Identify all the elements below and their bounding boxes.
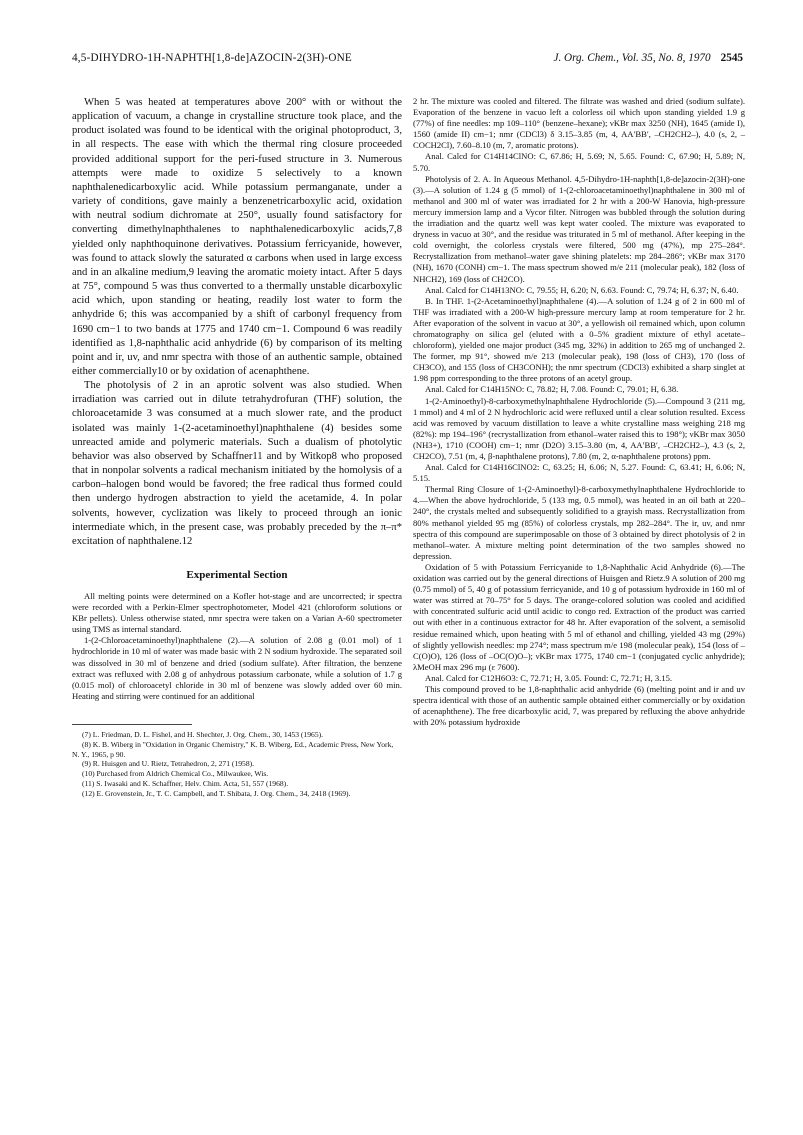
analysis-paragraph: Anal. Calcd for C14H13NO: C, 79.55; H, 6.20; N, 6.63. Found: C, 79.74; H, 6.37; N, 6.40. xyxy=(425,284,739,295)
experimental-paragraph: Oxidation of 5 with Potassium Ferricyanide to 1,8-Naphthalic Acid Anhydride (6).—The oxidation was carried out by the general directions of Huisgen and Rietz.9 A solution of 200 mg (0.75 mmol) of 5, 40 g of potassium ferricyanide, and 10 g of potassium hydroxide in 160 ml of water was stirred at 70–75° for 5 days. The orange-colored solution was cooled and acidified with concentrated sulfuric acid until acidic to congo red. Extraction of the product was carried out with ether in a continuous extractor for 48 hr. After evaporation of the solvent, a semisolid residue remained which, upon heating with 5 ml of ethanol and chilling, yielded 43 mg (29%) of slightly yellowish needles: mp 274°; mass spectrum m/e 198 (molecular peak), 154 (loss of –C(O)O), 126 (loss of –OC(O)O–); νKBr max 1775, 1740 cm−1 (conjugated cyclic anhydride); λMeOH max 296 mμ (ε 7600). xyxy=(413,561,745,672)
footnote: (7) L. Friedman, D. L. Fishel, and H. Shechter, J. Org. Chem., 30, 1453 (1965). xyxy=(82,729,324,739)
page-header xyxy=(72,52,743,70)
experimental-compound-2: 1-(2-Chloroacetaminoethyl)naphthalene (2).—A solution of 2.08 g (0.01 mol) of 1 hydrochloride in 10 ml of water was made basic with 2 N sodium hydroxide. The separated soil was dissolved in 30 ml of benzene and dried (sodium sulfate). After filtration, the benzene extract was refluxed with 2.08 g of anhydrous potassium carbonate, while a solution of 1.7 g (0.015 mol) of chloroacetyl chloride in 30 ml of benzene was slowly added over 60 min. Heating and stirring were continued for an additional xyxy=(72,635,402,701)
running-title: 4,5-DIHYDRO-1H-NAPHTH[1,8-de]AZOCIN-2(3H)-ONE xyxy=(72,52,352,64)
footnote: (9) R. Huisgen and U. Rietz, Tetrahedron, 2, 271 (1958). xyxy=(82,759,255,769)
footnote: (12) E. Grovenstein, Jr., T. C. Campbell, and T. Shibata, J. Org. Chem., 34, 2418 (1969). xyxy=(82,788,351,798)
analysis-paragraph: Anal. Calcd for C14H14ClNO: C, 67.86; H, 5.69; N, 5.65. Found: C, 67.90; H, 5.89; N, 5.70. xyxy=(413,151,745,173)
left-column xyxy=(72,96,402,799)
analysis-paragraph: Anal. Calcd for C14H15NO: C, 78.82; H, 7.08. Found: C, 79.01; H, 6.38. xyxy=(425,384,679,395)
experimental-intro: All melting points were determined on a Kofler hot-stage and are uncorrected; ir spectra were recorded with a Perkin-Elmer spectrophotometer, Model 421 (chloroform solutions or KBr pellets). Unless otherwise stated, nmr spectra were taken on a Varian A-60 spectrometer using TMS as internal standard. xyxy=(72,591,402,635)
footnote: (11) S. Iwasaki and K. Schaffner, Helv. Chim. Acta, 51, 557 (1968). xyxy=(82,778,289,788)
footnote: (10) Purchased from Aldrich Chemical Co., Milwaukee, Wis. xyxy=(82,769,269,779)
discussion-paragraph-1: When 5 was heated at temperatures above 200° with or without the application of vacuum, a change in crystalline structure took place, and the product isolated was found to be identical with the original photoproduct, 3, in all respects. The ease with which the thermal ring closure proceeded provided additional support for the peri-fused structure in 3. Numerous attempts were made to oxidize 5 selectively to a known naphthalenedicarboxylic acid. While potassium permanganate, under a variety of conditions, gave mainly a benzenetricarboxylic acid, oxidation with neutral sodium dichromate at 250°, usually found satisfactory for converting dimethylnaphthalenes to naphthalenedicarboxylic acids,7,8 yielded only naphthoquinone derivatives. Potassium ferricyanide, however, was found to attack slowly the saturated α carbons when used in large excess and in an alkaline medium,9 leaving the aromatic moiety intact. After 5 days at 75°, compound 5 was thus converted to a thermally unstable dicarboxylic acid which, upon standing or heating, readily lost water to form the anhydride 6; this was accompanied by a shift of carbonyl frequency from 1690 cm−1 to two bands at 1775 and 1740 cm−1. Compound 6 was readily identified as 1,8-naphthalic acid anhydride (6) by comparison of its melting point and ir, uv, and nmr spectra with those of an authentic sample, obtained either commercially10 or by oxidation of acenaphthene. xyxy=(72,97,402,377)
journal-citation xyxy=(553,52,743,64)
footnote-separator xyxy=(72,724,192,725)
experimental-paragraph: 1-(2-Aminoethyl)-8-carboxymethylnaphthalene Hydrochloride (5).—Compound 3 (211 mg, 1 mmol) and 4 ml of 2 N hydrochloric acid were refluxed until a clear solution resulted. Excess acid was removed by vacuum distillation to leave a white crystalline mass weighing 218 mg (82%): mp 194–196° (recrystallization from ethanol–water raised this to 198°); νKBr max 3050 (NH3+), 1710 (COOH) cm−1; nmr (D2O) 3.15–3.80 (m, 4, AA′BB′, –CH2CH2–), 4.3 (s, 2, CH2CO), 7.51 (m, 4, β-naphthalene protons), 7.80 (m, 2, α-naphthalene protons) ppm. xyxy=(413,395,745,461)
analysis-paragraph: Anal. Calcd for C14H16ClNO2: C, 63.25; H, 6.06; N, 5.27. Found: C, 63.41; H, 6.06; N, 5.15. xyxy=(413,462,745,484)
discussion-paragraph-2: The photolysis of 2 in an aprotic solvent was also studied. When irradiation was carried out in dilute tetrahydrofuran (THF) solution, the chloroacetamide 3 was consumed at a much slower rate, and the product isolated was mainly 1-(2-acetaminoethyl)naphthalene (4) besides some unreacted amide and polymeric materials. Such a dualism of photolytic behavior was also observed by Schaffner11 and by Witkop8 who proposed that in nonpolar solvents a radical mechanism initiated by the homolysis of a carbon–halogen bond would be favored; the free radical thus formed could then undergo hydrogen abstraction to yield the acetamide, 4. In polar solvents, however, cyclization was likely to proceed through an ionic intermediate which, in the present case, was probably preceded by the π–π* excitation of naphthalene.12 xyxy=(72,380,402,547)
experimental-paragraph: B. In THF. 1-(2-Acetaminoethyl)naphthalene (4).—A solution of 1.24 g of 2 in 600 ml of THF was irradiated with a 200-W high-pressure mercury lamp at room temperature for 2 hr. After evaporation of the solvent in vacuo at 30°, a yellowish oil remained which, upon column chromatography on silica gel (eluted with a 0–5% gradient mixture of ethyl acetate–chloroform), yielded one major product (345 mg, 32%) in addition to 265 mg of unchanged 2. The former, mp 91°, showed m/e 213 (molecular peak), 198 (loss of CH3), 170 (loss of CH3CO), and 155 (loss of CH3CONH); the nmr spectrum (CDCl3) exhibited a sharp singlet at 1.98 ppm corresponding to the three protons of an acetyl group. xyxy=(413,295,745,384)
right-column xyxy=(413,96,745,728)
analysis-paragraph: Anal. Calcd for C12H6O3: C, 72.71; H, 3.05. Found: C, 72.71; H, 3.15. xyxy=(425,672,673,683)
journal-name: J. Org. Chem., Vol. 35, No. 8, 1970 xyxy=(553,52,711,64)
experimental-paragraph: This compound proved to be 1,8-naphthalic acid anhydride (6) (melting point and ir and uv spectra identical with those of an authentic sample obtained either commercially or by oxidation of acenaphthene). The free dicarboxylic acid, 7, was prepared by refluxing the above anhydride with 20% potassium hydroxide xyxy=(413,683,745,728)
page-number: 2545 xyxy=(720,52,743,64)
footnotes xyxy=(72,730,402,799)
footnote: (8) K. B. Wiberg in "Oxidation in Organic Chemistry," K. B. Wiberg, Ed., Academic Press, New York, N. Y., 1965, p 90. xyxy=(72,739,394,759)
section-title: Experimental Section xyxy=(186,569,288,581)
experimental-paragraph: Photolysis of 2. A. In Aqueous Methanol. 4,5-Dihydro-1H-naphth[1,8-de]azocin-2(3H)-one (3).—A solution of 1.24 g (5 mmol) of 1-(2-chloroacetaminoethyl)naphthalene in 300 ml of methanol and 300 ml of water was irradiated for 2 hr with a 200-W Hanovia, high-pressure mercury immersion lamp and a Vycor filter. Nitrogen was bubbled through the solution during the irradiation and the quartz well was kept water cooled. The mixture was evaporated to dryness in vacuo at 30°, and the residue was triturated in 5 ml of methanol. After keeping in the cold overnight, the colorless crystals were filtered, 500 mg (47%), mp 275–284°. Recrystallization from methanol–water gave shining platelets: mp 284–286°; νKBr max 3170 (NH), 1670 (CONH) cm−1. The mass spectrum showed m/e 211 (molecular peak), 182 (loss of NHCH2), 169 (loss of CH2CO). xyxy=(413,173,745,284)
experimental-paragraph: Thermal Ring Closure of 1-(2-Aminoethyl)-8-carboxymethylnaphthalene Hydrochloride to 4.—When the above hydrochloride, 5 (133 mg, 0.5 mmol), was heated in an oil bath at 220–240°, the crystals melted and subsequently solidified to a grayish mass. Recrystallization from 80% methanol yielded 95 mg (85%) of colorless crystals, mp 282–284°. The ir, uv, and nmr spectra of this compound are superimposable on those of 3 obtained by direct photolysis of 2 in methanol–water. A mixture melting point determination of the two samples showed no depression. xyxy=(413,484,745,561)
experimental-paragraph: 2 hr. The mixture was cooled and filtered. The filtrate was washed and dried (sodium sulfate). Evaporation of the benzene in vacuo left a colorless oil which upon standing yielded 1.9 g (77%) of fine needles: mp 109–110° (benzene–hexane); νKBr max 3250 (NH), 1645 (amide I), 1560 (amide II) cm−1; nmr (CDCl3) δ 3.15–3.85 (m, 4, AA′BB′, –CH2CH2–), 4.0 (s, 2, –COCH2Cl), 7.60–8.10 (m, 7, aromatic protons). xyxy=(413,96,745,151)
